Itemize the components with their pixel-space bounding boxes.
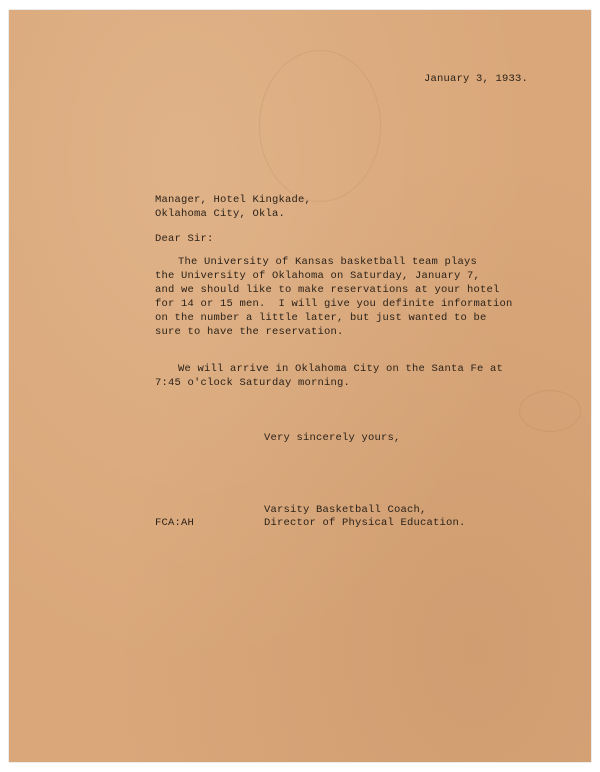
body-paragraph-2-line: We will arrive in Oklahoma City on the Santa Fe at	[178, 363, 504, 375]
signature-title-line: Director of Physical Education.	[264, 517, 466, 529]
body-paragraph-1-line: on the number a little later, but just wanted to be	[155, 312, 487, 324]
body-paragraph-1-line: and we should like to make reservations at your hotel	[155, 284, 500, 296]
paper-stain	[519, 390, 581, 432]
complimentary-close: Very sincerely yours,	[264, 432, 401, 444]
signature-title-line: Varsity Basketball Coach,	[264, 504, 427, 516]
body-paragraph-1-line: The University of Kansas basketball team plays	[178, 256, 478, 268]
body-paragraph-2-line: 7:45 o'clock Saturday morning.	[155, 377, 351, 389]
reference-initials: FCA:AH	[155, 517, 195, 529]
recipient-address-line: Manager, Hotel Kingkade,	[155, 194, 312, 206]
letter-date: January 3, 1933.	[424, 73, 529, 85]
body-paragraph-1-line: for 14 or 15 men. I will give you definite information	[155, 298, 513, 310]
paper-stain	[259, 50, 381, 202]
body-paragraph-1-line: sure to have the reservation.	[155, 326, 344, 338]
recipient-address-line: Oklahoma City, Okla.	[155, 208, 286, 220]
body-paragraph-1-line: the University of Oklahoma on Saturday, January 7,	[155, 270, 481, 282]
salutation: Dear Sir:	[155, 233, 214, 245]
